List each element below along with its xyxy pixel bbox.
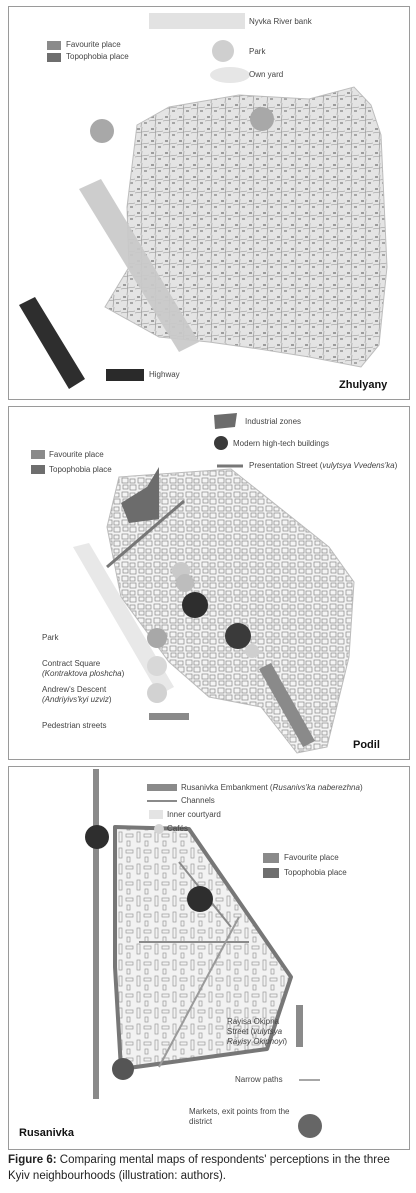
legend-swatch-topophobia bbox=[47, 53, 61, 62]
legend-swatch-topophobia bbox=[31, 465, 45, 474]
legend-swatch-descent bbox=[147, 683, 167, 703]
legend-okipna-label-3: Rayisy Okipnoyi) bbox=[227, 1037, 288, 1046]
legend-contract-label: Contract Square bbox=[42, 659, 101, 668]
legend-swatch-river bbox=[149, 13, 245, 29]
legend-swatch-cafes bbox=[154, 824, 164, 834]
legend-park-label: Park bbox=[249, 47, 266, 56]
legend-contract-sub: (Kontraktova ploshcha) bbox=[42, 669, 125, 678]
legend-swatch-contract bbox=[147, 656, 167, 676]
legend-topophobia-label: Topophobia place bbox=[284, 868, 347, 877]
legend-hightech-label: Modern high-tech buildings bbox=[233, 439, 330, 448]
legend-okipna-label-1: Rayisa Okipna bbox=[227, 1017, 280, 1026]
legend-swatch-markets bbox=[298, 1114, 322, 1138]
legend-swatch-topophobia bbox=[263, 868, 279, 878]
legend-industrial-label: Industrial zones bbox=[245, 417, 302, 426]
rusanivka-topophobia-circle bbox=[85, 825, 109, 849]
legend-courtyard-label: Inner courtyard bbox=[167, 810, 221, 819]
legend-descent-sub: (Andriyivs'kyi uzviz) bbox=[42, 695, 112, 704]
podil-hightech-circle bbox=[225, 623, 251, 649]
figure-caption-text: Comparing mental maps of respondents' perceptions in the three Kyiv neighbourhoods (illustration: authors). bbox=[8, 1154, 390, 1182]
legend-swatch-hightech bbox=[214, 436, 228, 450]
legend-descent-label: Andrew's Descent bbox=[42, 685, 107, 694]
zhulyany-park-circle bbox=[90, 119, 114, 143]
neighbourhood-name: Zhulyany bbox=[339, 379, 388, 391]
legend-favourite-label: Favourite place bbox=[284, 853, 339, 862]
legend-markets-label-2: district bbox=[189, 1117, 213, 1126]
legend-presentation-label: Presentation Street (vulytsya Vvedens'ka) bbox=[249, 461, 398, 470]
legend-swatch-favourite bbox=[263, 853, 279, 863]
legend-channels-label: Channels bbox=[181, 796, 215, 805]
rusanivka-embankment bbox=[93, 769, 99, 1099]
legend-pedestrian-label: Pedestrian streets bbox=[42, 721, 107, 730]
map-panel-rusanivka bbox=[8, 766, 410, 1150]
legend-narrow-label: Narrow paths bbox=[235, 1075, 283, 1084]
podil-park-circle bbox=[245, 644, 259, 658]
zhulyany-highway-band bbox=[19, 297, 85, 389]
legend-cafes-label: Cafés bbox=[167, 824, 188, 833]
podil-hightech-circle bbox=[182, 592, 208, 618]
map-panel-zhulyany bbox=[8, 6, 410, 400]
legend-swatch-favourite bbox=[31, 450, 45, 459]
rusanivka-market-circle bbox=[112, 1058, 134, 1080]
legend-swatch-industrial bbox=[214, 413, 237, 429]
legend-swatch-okipna bbox=[296, 1005, 303, 1047]
map-panel-podil bbox=[8, 406, 410, 760]
legend-swatch-favourite bbox=[47, 41, 61, 50]
zhulyany-park-circle bbox=[250, 107, 274, 131]
legend-markets-label-1: Markets, exit points from the bbox=[189, 1107, 290, 1116]
legend-favourite-label: Favourite place bbox=[49, 450, 104, 459]
legend-swatch-embankment bbox=[147, 784, 177, 791]
figure-caption-label: Figure 6: bbox=[8, 1154, 57, 1166]
rusanivka-topophobia-circle bbox=[187, 886, 213, 912]
neighbourhood-name: Rusanivka bbox=[19, 1127, 75, 1139]
legend-swatch-park bbox=[147, 628, 167, 648]
legend-park-label: Park bbox=[42, 633, 59, 642]
legend-river-label: Nyvka River bank bbox=[249, 17, 312, 26]
legend-swatch-yard bbox=[210, 67, 250, 83]
neighbourhood-name: Podil bbox=[353, 739, 380, 751]
legend-swatch-pedestrian bbox=[149, 713, 189, 720]
legend-embankment-label: Rusanivka Embankment (Rusanivs'ka naberezhna) bbox=[181, 783, 363, 792]
legend-swatch-park bbox=[212, 40, 234, 62]
zhulyany-district bbox=[105, 87, 387, 367]
podil-park-circle bbox=[176, 574, 194, 592]
legend-okipna-label-2: Street (vulytsya bbox=[227, 1027, 283, 1036]
legend-swatch-courtyard bbox=[149, 810, 163, 819]
legend-topophobia-label: Topophobia place bbox=[49, 465, 112, 474]
zhulyany-map bbox=[9, 7, 409, 399]
legend-swatch-highway bbox=[106, 369, 144, 381]
legend-favourite-label: Favourite place bbox=[66, 40, 121, 49]
legend-highway-label: Highway bbox=[149, 370, 180, 379]
legend-topophobia-label: Topophobia place bbox=[66, 52, 129, 61]
figure-caption bbox=[8, 1152, 408, 1184]
legend-yard-label: Own yard bbox=[249, 70, 284, 79]
rusanivka-map bbox=[9, 767, 409, 1149]
